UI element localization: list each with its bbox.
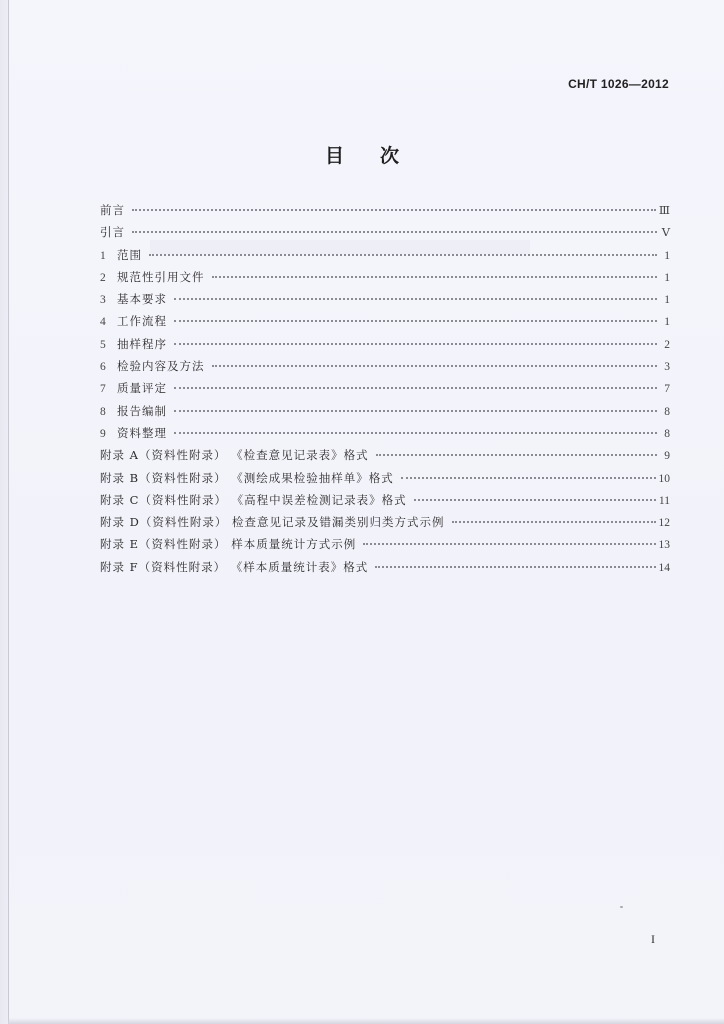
toc-entry-label: 基本要求 bbox=[117, 292, 167, 307]
toc-entry-page: 1 bbox=[664, 316, 670, 329]
toc-entry-page: 1 bbox=[664, 271, 670, 284]
toc-entry-page: 13 bbox=[658, 539, 670, 552]
toc-leader-dots bbox=[376, 442, 657, 456]
toc-leader-dots bbox=[132, 197, 656, 211]
toc-entry-page: 8 bbox=[664, 427, 670, 440]
toc-leader-dots bbox=[174, 420, 657, 434]
toc-entry[interactable] bbox=[100, 557, 670, 579]
page-number: I bbox=[651, 932, 655, 946]
toc-leader-dots bbox=[174, 331, 657, 345]
toc-entry-label: 附录 B（资料性附录） 《测绘成果检验抽样单》格式 bbox=[100, 470, 394, 485]
toc-entry-page: 8 bbox=[664, 405, 670, 418]
toc-leader-dots bbox=[363, 531, 655, 545]
toc-entry-label: 附录 F（资料性附录） 《样本质量统计表》格式 bbox=[100, 559, 369, 574]
toc-entry-label: 抽样程序 bbox=[117, 336, 167, 351]
toc-entry-page: 11 bbox=[658, 494, 670, 507]
toc-leader-dots bbox=[375, 554, 655, 568]
toc-entry-label: 检验内容及方法 bbox=[117, 359, 205, 374]
toc-leader-dots bbox=[174, 375, 657, 389]
toc-entry-label: 规范性引用文件 bbox=[117, 269, 205, 284]
toc-entry-label: 工作流程 bbox=[117, 314, 167, 329]
toc-entry-label: 报告编制 bbox=[117, 403, 167, 418]
toc-entry-number: 9 bbox=[100, 427, 106, 440]
document-code: CH/T 1026—2012 bbox=[568, 77, 669, 91]
toc-leader-dots bbox=[174, 286, 657, 300]
toc-leader-dots bbox=[452, 509, 656, 523]
toc-leader-dots bbox=[174, 308, 657, 322]
toc-entry-number: 8 bbox=[100, 405, 106, 418]
scan-bottom-edge bbox=[8, 1018, 724, 1024]
toc-entry-page: 1 bbox=[664, 249, 670, 262]
toc-entry-number: 6 bbox=[100, 361, 106, 374]
toc-leader-dots bbox=[149, 242, 657, 256]
toc-entry-page: Ⅴ bbox=[661, 227, 670, 240]
toc-entry-page: 3 bbox=[664, 361, 670, 374]
toc-entry-page: 9 bbox=[664, 450, 670, 463]
toc-entry-number: 7 bbox=[100, 383, 106, 396]
toc-entry-label: 资料整理 bbox=[117, 425, 167, 440]
toc-entry-number: 1 bbox=[100, 249, 106, 262]
toc-entry-label: 质量评定 bbox=[117, 381, 167, 396]
toc-entry-label: 引言 bbox=[100, 225, 125, 240]
toc-entry-number: 5 bbox=[100, 338, 106, 351]
toc-entry-label: 附录 D（资料性附录） 检查意见记录及错漏类别归类方式示例 bbox=[100, 515, 445, 530]
toc-leader-dots bbox=[414, 487, 656, 501]
toc-entry-page: 14 bbox=[658, 561, 670, 574]
toc-entry-label: 前言 bbox=[100, 203, 125, 217]
page-title: 目次 bbox=[324, 145, 435, 167]
toc-entry-page: 10 bbox=[658, 472, 670, 485]
toc-entry-label: 范围 bbox=[117, 247, 142, 262]
toc-leader-dots bbox=[132, 219, 657, 233]
toc-leader-dots bbox=[212, 264, 658, 278]
toc-entry-page: 12 bbox=[658, 517, 670, 530]
toc-entry-page: Ⅲ bbox=[658, 205, 670, 217]
toc-entry-number: 2 bbox=[100, 271, 106, 284]
toc-leader-dots bbox=[212, 353, 658, 367]
toc-entry-label: 附录 A（资料性附录） 《检查意见记录表》格式 bbox=[100, 448, 369, 463]
toc-entry-page: 1 bbox=[664, 294, 670, 307]
toc-entry-number: 4 bbox=[100, 316, 106, 329]
toc-entry-label: 附录 C（资料性附录） 《高程中误差检测记录表》格式 bbox=[100, 492, 407, 507]
toc-leader-dots bbox=[401, 465, 656, 479]
toc-entry-number: 3 bbox=[100, 294, 106, 307]
scan-speck bbox=[620, 906, 623, 908]
table-of-contents bbox=[100, 200, 670, 579]
toc-entry-label: 附录 E（资料性附录） 样本质量统计方式示例 bbox=[100, 537, 357, 552]
toc-entry-page: 2 bbox=[664, 338, 670, 351]
toc-entry-page: 7 bbox=[664, 383, 670, 396]
toc-leader-dots bbox=[174, 398, 657, 412]
